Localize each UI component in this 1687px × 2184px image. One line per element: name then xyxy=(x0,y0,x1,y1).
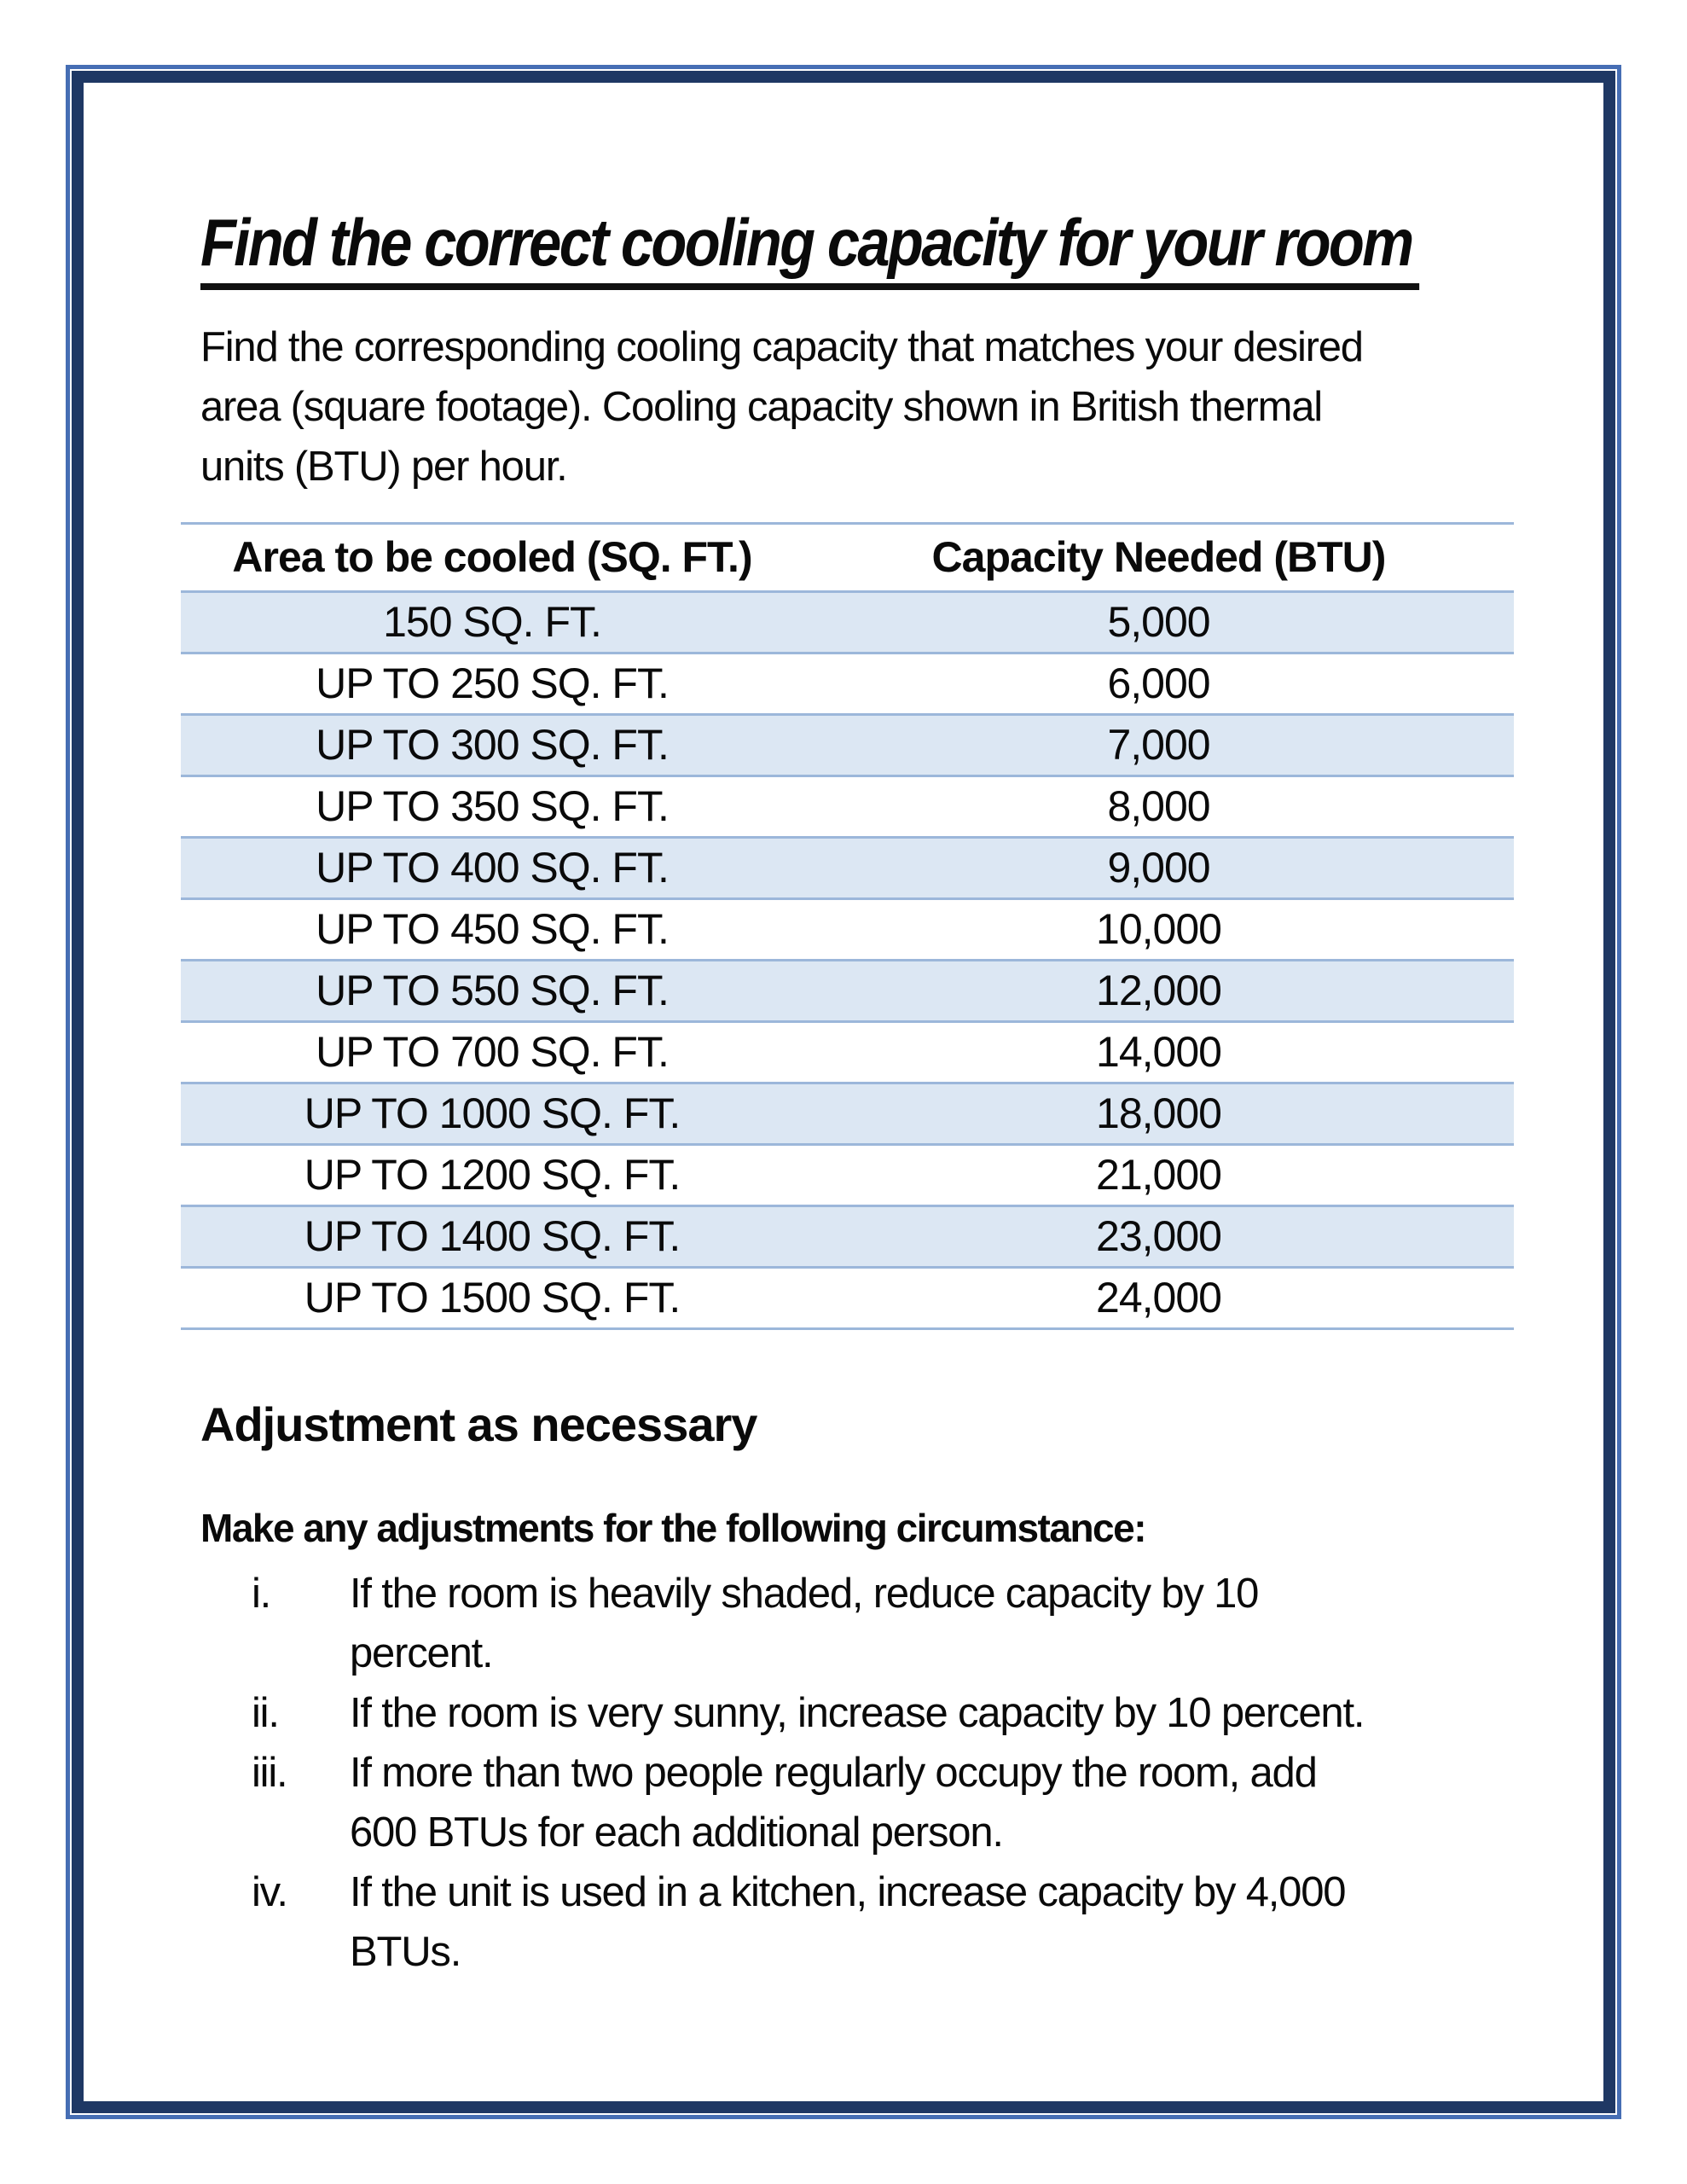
table-row xyxy=(181,1023,1514,1084)
cell-capacity: 5,000 xyxy=(1107,598,1210,646)
intro-paragraph xyxy=(200,317,1565,497)
text-line: If the unit is used in a kitchen, increase capacity by 4,000 xyxy=(350,1869,1346,1915)
text-line: Find the corresponding cooling capacity that matches your desired xyxy=(200,324,1363,370)
adjustments-intro: Make any adjustments for the following circumstance: xyxy=(200,1506,1146,1550)
table-row xyxy=(181,716,1514,777)
cell-area: UP TO 350 SQ. FT. xyxy=(316,782,669,830)
header-cell-capacity: Capacity Needed (BTU) xyxy=(931,533,1386,581)
cell-area: 150 SQ. FT. xyxy=(383,598,601,646)
cell-area: UP TO 550 SQ. FT. xyxy=(316,967,669,1014)
table-row xyxy=(181,1146,1514,1207)
text-line: area (square footage). Cooling capacity shown in British thermal xyxy=(200,384,1322,430)
table-row xyxy=(181,1207,1514,1269)
capacity-table xyxy=(181,522,1514,1330)
table-body xyxy=(181,593,1514,1330)
text-line: If the room is very sunny, increase capacity by 10 percent. xyxy=(350,1690,1365,1736)
table-row xyxy=(181,777,1514,839)
cell-capacity: 10,000 xyxy=(1096,905,1221,953)
table-row xyxy=(181,1084,1514,1146)
cell-area: UP TO 700 SQ. FT. xyxy=(316,1028,669,1076)
text-line: 600 BTUs for each additional person. xyxy=(350,1809,1003,1856)
table-row xyxy=(181,900,1514,961)
cell-capacity: 21,000 xyxy=(1096,1151,1221,1199)
list-item-text xyxy=(350,1743,1582,1862)
cell-capacity: 18,000 xyxy=(1096,1089,1221,1137)
cell-area: UP TO 1400 SQ. FT. xyxy=(304,1212,681,1260)
table-header-row xyxy=(181,522,1514,593)
cell-area: UP TO 450 SQ. FT. xyxy=(316,905,669,953)
cell-area: UP TO 300 SQ. FT. xyxy=(316,721,669,769)
list-item-text xyxy=(350,1564,1582,1683)
list-item xyxy=(200,1862,1582,1982)
list-item-text xyxy=(350,1683,1582,1743)
list-marker: iv. xyxy=(252,1869,287,1915)
text-line: If the room is heavily shaded, reduce capacity by 10 xyxy=(350,1571,1259,1617)
list-item-text xyxy=(350,1862,1582,1982)
list-item xyxy=(200,1683,1582,1743)
cell-area: UP TO 400 SQ. FT. xyxy=(316,844,669,892)
text-line: units (BTU) per hour. xyxy=(200,444,567,490)
cell-area: UP TO 1500 SQ. FT. xyxy=(304,1274,681,1321)
adjustments-list xyxy=(200,1564,1582,1982)
cell-capacity: 14,000 xyxy=(1096,1028,1221,1076)
list-item xyxy=(200,1564,1582,1683)
cell-capacity: 12,000 xyxy=(1096,967,1221,1014)
list-marker: i. xyxy=(252,1571,271,1617)
header-cell-area: Area to be cooled (SQ. FT.) xyxy=(232,533,752,581)
cell-capacity: 6,000 xyxy=(1107,659,1210,707)
table-row xyxy=(181,654,1514,716)
cell-capacity: 7,000 xyxy=(1107,721,1210,769)
cell-area: UP TO 250 SQ. FT. xyxy=(316,659,669,707)
cell-capacity: 8,000 xyxy=(1107,782,1210,830)
list-item xyxy=(200,1743,1582,1862)
table-row xyxy=(181,1269,1514,1330)
cell-capacity: 24,000 xyxy=(1096,1274,1221,1321)
adjustments-heading: Adjustment as necessary xyxy=(200,1397,757,1451)
text-line: percent. xyxy=(350,1630,493,1676)
table-row xyxy=(181,839,1514,900)
table-row xyxy=(181,961,1514,1023)
page-title-text: Find the correct cooling capacity for your room xyxy=(200,209,1419,290)
list-marker: iii. xyxy=(252,1750,287,1796)
cell-area: UP TO 1000 SQ. FT. xyxy=(304,1089,681,1137)
text-line: BTUs. xyxy=(350,1929,461,1975)
table-row xyxy=(181,593,1514,654)
page-title xyxy=(200,205,1419,290)
cell-capacity: 23,000 xyxy=(1096,1212,1221,1260)
cell-capacity: 9,000 xyxy=(1107,844,1210,892)
text-line: If more than two people regularly occupy the room, add xyxy=(350,1750,1317,1796)
list-marker: ii. xyxy=(252,1690,279,1736)
cell-area: UP TO 1200 SQ. FT. xyxy=(304,1151,681,1199)
